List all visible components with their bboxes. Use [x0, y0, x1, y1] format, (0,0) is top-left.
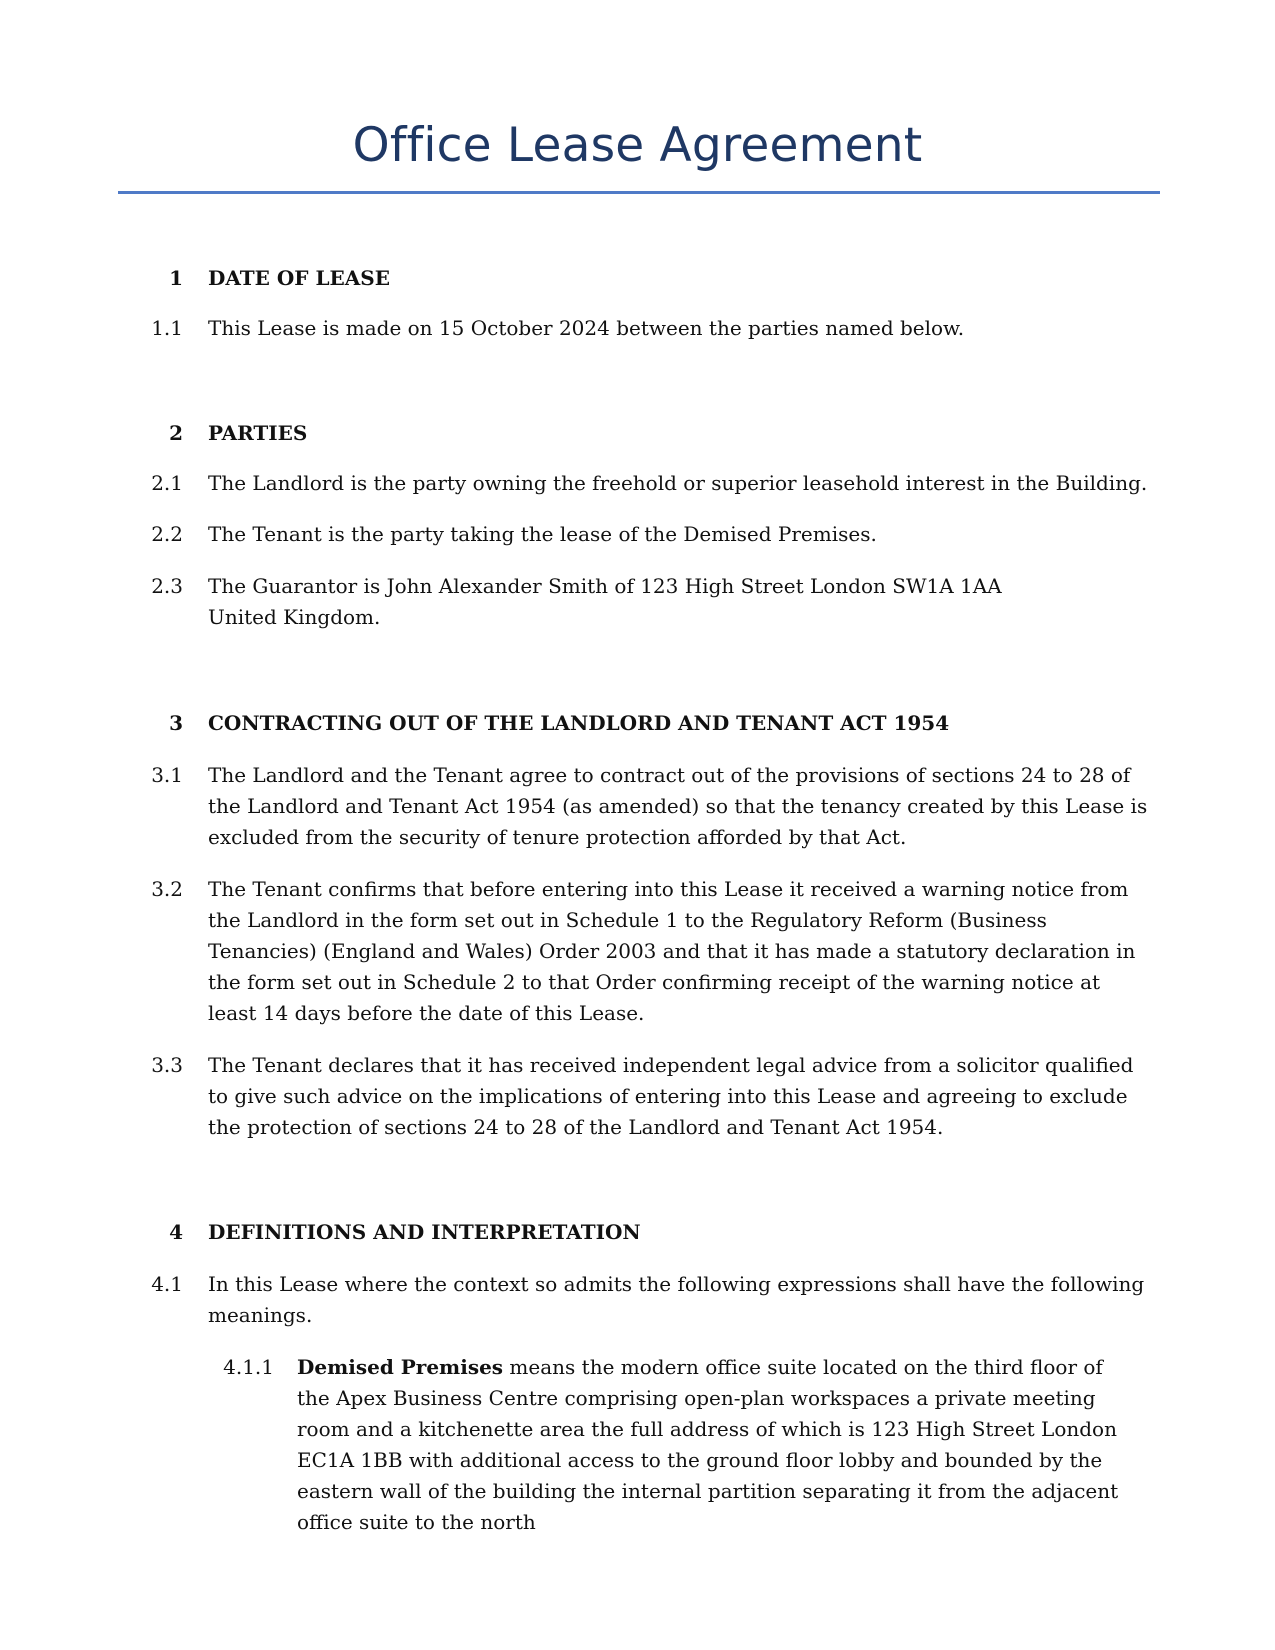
clause-number: 1.1 [151, 316, 183, 340]
clause-text: The Tenant is the party taking the lease of the Demised Premises. [208, 522, 877, 546]
definition-text: means the modern office suite located on the third floor of the Apex Business Centre comprising open-plan workspaces a private meeting room and a kitchenette area the full address of which is 123 High Street London EC1A 1BB with additional access to the ground floor lobby and bounded by the eastern wall of the building the internal partition separating it from the adjacent office suite to the north [297, 1355, 1119, 1534]
clause-text: The Guarantor is John Alexander Smith of 123 High Street London SW1A 1AA United Kingdom. [208, 574, 1002, 629]
clause-text: This Lease is made on 15 October 2024 between the parties named below. [208, 316, 965, 340]
clause-text: The Landlord is the party owning the freehold or superior leasehold interest in the Building. [208, 471, 1148, 495]
defined-term: Demised Premises [297, 1355, 504, 1379]
clause-number: 3.3 [151, 1053, 183, 1077]
document-title: Office Lease Agreement [352, 118, 923, 173]
clause-text: The Tenant confirms that before entering into this Lease it received a warning notice from the Landlord in the form set out in Schedule 1 to the Regulatory Reform (Business Tenancies) (England and Wales) Order 2003 and that it has made a statutory declaration in the form set out in Schedule 2 to that Order confirming receipt of the warning notice at least 14 days before the date of this Lease. [208, 877, 1136, 1025]
section-number: 3 [169, 711, 183, 735]
section-title: DEFINITIONS AND INTERPRETATION [208, 1220, 641, 1244]
clause-number: 3.1 [151, 763, 183, 787]
clause-number: 2.2 [151, 522, 183, 546]
section-number: 1 [169, 266, 183, 290]
title-underline [118, 191, 1160, 194]
clause-number: 3.2 [151, 877, 183, 901]
clause-number: 2.1 [151, 471, 183, 495]
section-title: CONTRACTING OUT OF THE LANDLORD AND TENANT ACT 1954 [208, 711, 950, 735]
subclause-text [297, 1352, 1137, 1538]
clause-text: The Landlord and the Tenant agree to contract out of the provisions of sections 24 to 28 of the Landlord and Tenant Act 1954 (as amended) so that the tenancy created by this Lease is excluded from the security of tenure protection afforded by that Act. [208, 763, 1148, 849]
section-number: 2 [169, 421, 183, 445]
section-number: 4 [169, 1220, 183, 1244]
subclause-number: 4.1.1 [223, 1355, 274, 1379]
clause-number: 4.1 [151, 1272, 183, 1296]
section-title: DATE OF LEASE [208, 266, 390, 290]
clause-number: 2.3 [151, 574, 183, 598]
section-title: PARTIES [208, 421, 308, 445]
clause-text: In this Lease where the context so admits the following expressions shall have the following meanings. [208, 1272, 1145, 1327]
clause-text: The Tenant declares that it has received independent legal advice from a solicitor qualified to give such advice on the implications of entering into this Lease and agreeing to exclude the protection of sections 24 to 28 of the Landlord and Tenant Act 1954. [208, 1053, 1134, 1139]
